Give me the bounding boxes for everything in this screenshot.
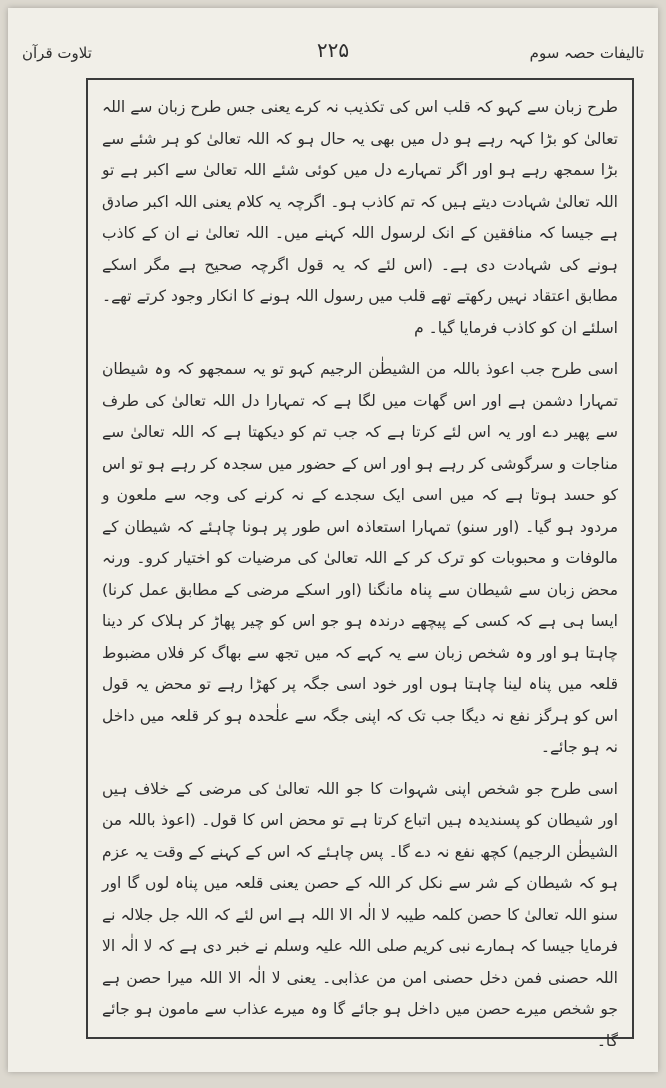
book-title: تالیفات حصہ سوم [529, 44, 644, 62]
chapter-title: تلاوت قرآن [22, 44, 92, 62]
paragraph: اسی طرح جب اعوذ باللہ من الشیطٰن الرجیم کہو تو یہ سمجھو کہ وہ شیطان تمہارا دشمن ہے اور اس گھات میں لگا ہے کہ تمہارا دل اللہ تعالیٰ کی طرف سے پھیر دے اور یہ اس لئے کرتا ہے کہ جب تم کو دیکھتا ہے کہ اللہ تعالیٰ سے مناجات و سرگوشی کر رہے ہو اور اس کے حضور میں سجدہ کر رہے ہو تو اس کو حسد ہوتا ہے کہ میں اسی ایک سجدے کے نہ کرنے کی وجہ سے ملعون و مردود ہو گیا۔ (اور سنو) تمہارا استعاذہ اس طور پر ہونا چاہئے کہ شیطان کے مالوفات و محبوبات کو ترک کر کے اللہ تعالیٰ کی مرضیات کو اختیار کرو۔ ورنہ محض زبان سے شیطان سے پناہ مانگنا (اور اسکے مرضی کے مطابق عمل کرنا) ایسا ہی ہے کہ کسی کے پیچھے درندہ ہو جو اس کو چیر پھاڑ کر ہلاک کر دینا چاہتا ہو اور وہ شخص زبان سے یہ کہے کہ میں تجھ سے بھاگ کر فلاں مضبوط قلعہ میں پناہ لینا چاہتا ہوں اور خود اسی جگہ پر کھڑا رہے تو محض یہ قول اس کو ہرگز نفع نہ دیگا جب تک کہ اپنی جگہ سے علٰحدہ ہو کر قلعہ میں داخل نہ ہو جائے۔ [102, 360, 618, 756]
book-page [8, 8, 658, 1072]
body-text [102, 92, 618, 1057]
paragraph: اسی طرح جو شخص اپنی شہوات کا جو اللہ تعالیٰ کی مرضی کے خلاف ہیں اور شیطان کو پسندیدہ ہیں اتباع کرتا ہے تو محض اس کا قول۔ (اعوذ باللہ من الشیطٰن الرجیم) کچھ نفع نہ دے گا۔ پس چاہئے کہ اس کے کہنے کے وقت یہ عزم ہو کہ شیطان کے شر سے نکل کر اللہ کے حصن یعنی قلعہ میں پناہ لوں گا اور سنو اللہ تعالیٰ کا حصن کلمہ طیبہ لا الٰہ الا اللہ ہے اس لئے کہ اللہ جل جلالہ نے فرمایا جیسا کہ ہمارے نبی کریم صلی اللہ علیہ وسلم نے خبر دی ہے کہ لا الٰہ الا اللہ حصنی فمن دخل حصنی امن من عذابی۔ یعنی لا الٰہ الا اللہ میرا حصن ہے جو شخص میرے حصن میں داخل ہو جائے گا وہ میرے عذاب سے مامون ہو جائے گا۔ [102, 779, 618, 1050]
page-header [22, 38, 644, 74]
text-frame [86, 78, 634, 1050]
paragraph: طرح زبان سے کہو کہ قلب اس کی تکذیب نہ کرے یعنی جس طرح زبان سے اللہ تعالیٰ کو بڑا کہہ رہے ہو دل میں بھی یہ حال ہو کہ اللہ تعالیٰ کو ہر شئے سے بڑا سمجھ رہے ہو اور اگر تمہارے دل میں کوئی شئے اللہ تعالیٰ سے اکبر ہے تو اللہ تعالیٰ شہادت دیتے ہیں کہ تم کاذب ہو۔ اگرچہ یہ کلام یعنی اللہ اکبر صادق ہے جیسا کہ منافقین کے انک لرسول اللہ کہنے میں۔ اللہ تعالیٰ نے ان کے کاذب ہونے کی شہادت دی ہے۔ (اس لئے کہ یہ قول اگرچہ صحیح ہے مگر اسکے مطابق اعتقاد نہیں رکھتے تھے قلب میں رسول اللہ ہونے کا انکار وجود کرتے تھے۔ اسلئے ان کو کاذب فرمایا گیا۔ م [102, 98, 618, 337]
page-number: ۲۲۵ [316, 38, 350, 62]
